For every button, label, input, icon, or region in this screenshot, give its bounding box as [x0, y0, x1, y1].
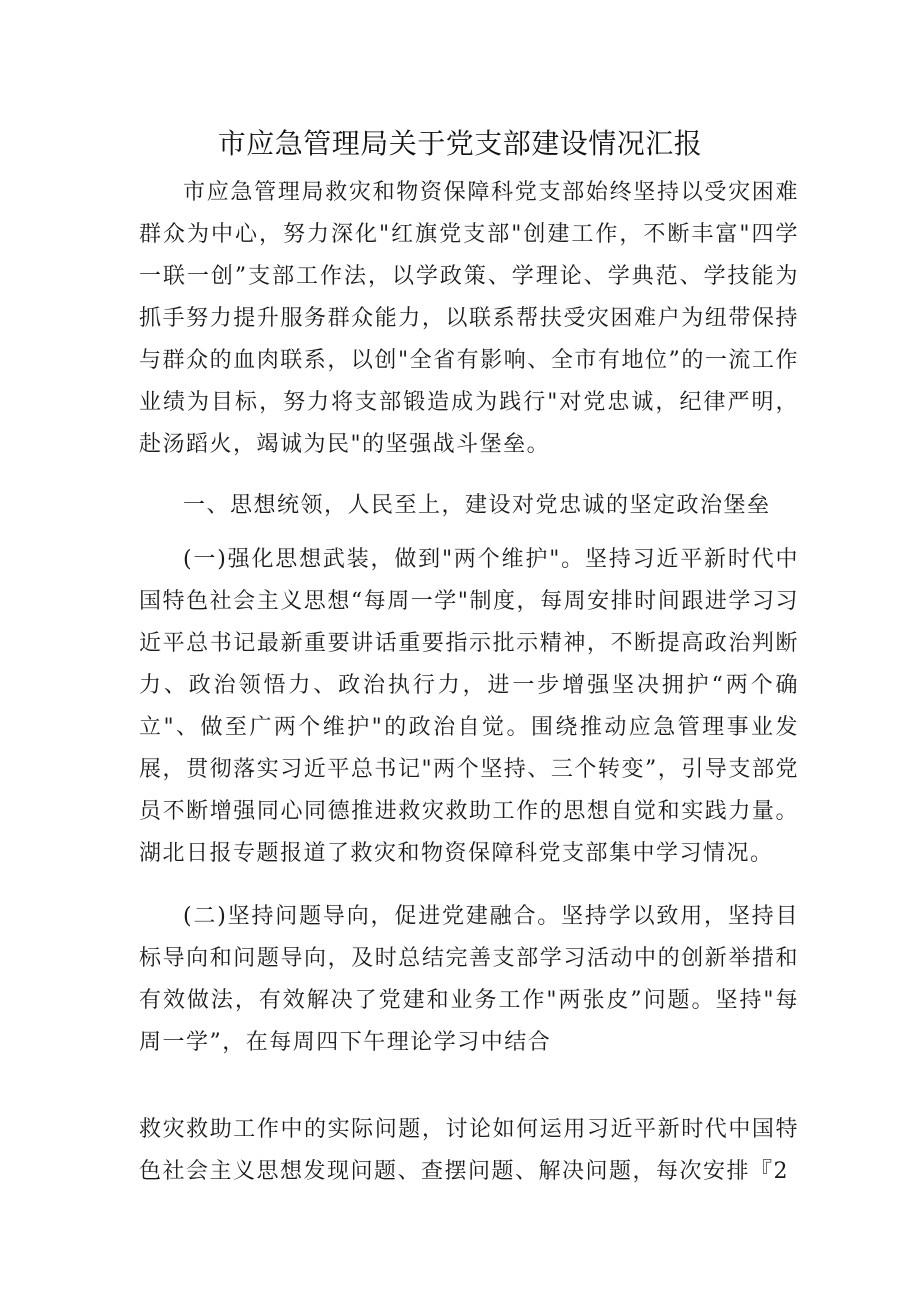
subsection-paragraph-1: (一)强化思想武装，做到"两个维护"。坚持习近平新时代中国特色社会主义思想“每周一学"制度，每周安排时间跟进学习习近平总书记最新重要讲话重要指示批示精神，不断提高政治判断力、政治领悟力、政治执行力，进一步增强坚决拥护“两个确立"、做至广两个维护"的政治自觉。围绕推动应急管理事业发展，贯彻落实习近平总书记"两个坚持、三个转变”，引导支部党员不断增强同心同德推进救灾救助工作的思想自觉和实践力量。湖北日报专题报道了救灾和物资保障科党支部集中学习情况。	[139, 547, 799, 866]
subsection-paragraph-2: (二)坚持问题导向，促进党建融合。坚持学以致用，坚持目标导向和问题导向，及时总结完善支部学习活动中的创新举措和有效做法，有效解决了党建和业务工作"两张皮”问题。坚持"每周一学”，在每周四下午理论学习中结合	[139, 904, 799, 1055]
continuation-paragraph: 救灾救助工作中的实际问题，讨论如何运用习近平新时代中国特色社会主义思想发现问题、查摆问题、解决问题，每次安排『2	[139, 1117, 799, 1184]
document-title: 市应急管理局关于党支部建设情况汇报	[217, 127, 703, 160]
section-heading: 一、思想统领，人民至上，建设对党忠诚的坚定政治堡垒	[183, 493, 771, 518]
intro-paragraph: 市应急管理局救灾和物资保障科党支部始终坚持以受灾困难群众为中心，努力深化"红旗党支部"创建工作，不断丰富"四学一联一创”支部工作法，以学政策、学理论、学典范、学技能为抓手努力提升服务群众能力，以联系帮扶受灾困难户为纽带保持与群众的血肉联系，以创"全省有影响、全市有地位”的一流工作业绩为目标，努力将支部锻造成为践行"对党忠诚，纪律严明，赴汤蹈火，竭诚为民"的坚强战斗堡垒。	[139, 180, 800, 457]
